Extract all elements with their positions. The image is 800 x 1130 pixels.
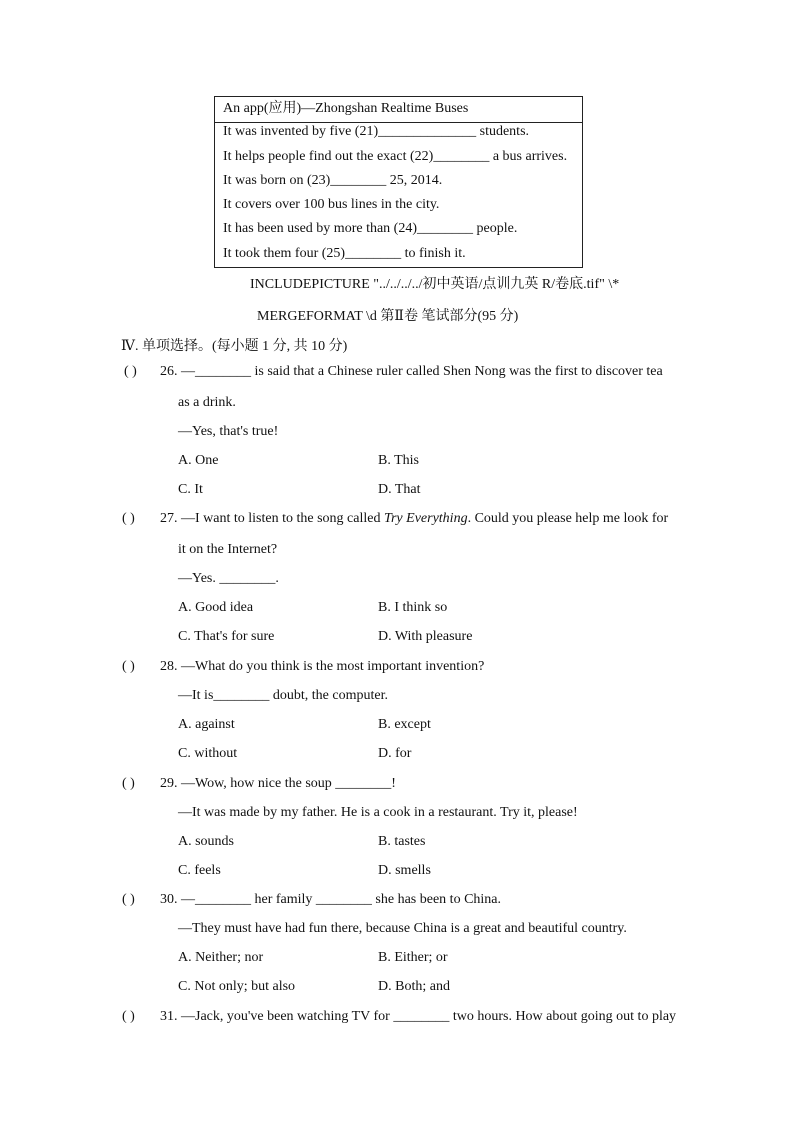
question-reply: —Yes. ________. <box>178 571 279 586</box>
option-a: A. One <box>178 453 219 468</box>
info-table-row: It was born on (23)________ 25, 2014. <box>223 173 443 188</box>
option-c: C. without <box>178 746 238 761</box>
option-d: D. Both; and <box>378 979 450 994</box>
info-table <box>214 96 583 268</box>
option-d: D. smells <box>378 863 431 878</box>
question-reply: —Yes, that's true! <box>178 424 279 439</box>
question-reply: —It was made by my father. He is a cook in a restaurant. Try it, please! <box>178 805 578 820</box>
question-stem: 26. —________ is said that a Chinese ruler called Shen Nong was the first to discover tea <box>160 364 663 379</box>
option-b: B. Either; or <box>378 950 448 965</box>
question-stem <box>160 511 668 527</box>
option-a: A. against <box>178 717 235 732</box>
info-table-row: It took them four (25)________ to finish it. <box>223 246 466 261</box>
option-c: C. That's for sure <box>178 629 275 644</box>
answer-bracket: ( ) <box>122 511 135 526</box>
stem-pre: 27. —I want to listen to the song called <box>160 511 384 526</box>
question-stem: 30. —________ her family ________ she has been to China. <box>160 892 502 907</box>
section-title: Ⅳ. 单项选择。(每小题 1 分, 共 10 分) <box>121 339 348 354</box>
info-table-row: It helps people find out the exact (22)________ a bus arrives. <box>223 149 568 164</box>
option-a: A. Neither; nor <box>178 950 264 965</box>
option-c: C. feels <box>178 863 221 878</box>
answer-bracket: ( ) <box>122 776 135 791</box>
field-code-line-2: MERGEFORMAT \d 第Ⅱ卷 笔试部分(95 分) <box>257 309 519 324</box>
answer-bracket: ( ) <box>122 892 135 907</box>
option-b: B. except <box>378 717 431 732</box>
option-d: D. for <box>378 746 412 761</box>
option-d: D. That <box>378 482 421 497</box>
song-title: Try Everything <box>383 511 468 526</box>
option-b: B. tastes <box>378 834 426 849</box>
option-b: B. This <box>378 453 419 468</box>
stem-post: . Could you please help me look for <box>467 511 669 526</box>
info-table-header: An app(应用)—Zhongshan Realtime Buses <box>215 97 582 123</box>
question-reply: —It is________ doubt, the computer. <box>178 688 388 703</box>
question-stem: 28. —What do you think is the most important invention? <box>160 659 485 674</box>
answer-bracket: ( ) <box>122 659 135 674</box>
question-stem-cont: as a drink. <box>178 395 236 410</box>
info-table-row: It was invented by five (21)______________ students. <box>223 124 530 139</box>
answer-bracket: ( ) <box>124 364 137 379</box>
question-stem-cont: it on the Internet? <box>178 542 278 557</box>
question-stem: 31. —Jack, you've been watching TV for ________ two hours. How about going out to play <box>160 1009 677 1024</box>
field-code-line-1: INCLUDEPICTURE "../../../../初中英语/点训九英 R/卷底.tif" \* <box>250 277 620 292</box>
option-b: B. I think so <box>378 600 448 615</box>
option-a: A. Good idea <box>178 600 254 615</box>
option-c: C. Not only; but also <box>178 979 296 994</box>
info-table-row: It has been used by more than (24)________ people. <box>223 221 518 236</box>
answer-bracket: ( ) <box>122 1009 135 1024</box>
question-stem: 29. —Wow, how nice the soup ________! <box>160 776 396 791</box>
option-c: C. It <box>178 482 203 497</box>
info-table-row: It covers over 100 bus lines in the city. <box>223 197 440 212</box>
option-a: A. sounds <box>178 834 235 849</box>
question-reply: —They must have had fun there, because China is a great and beautiful country. <box>178 921 627 936</box>
option-d: D. With pleasure <box>378 629 473 644</box>
